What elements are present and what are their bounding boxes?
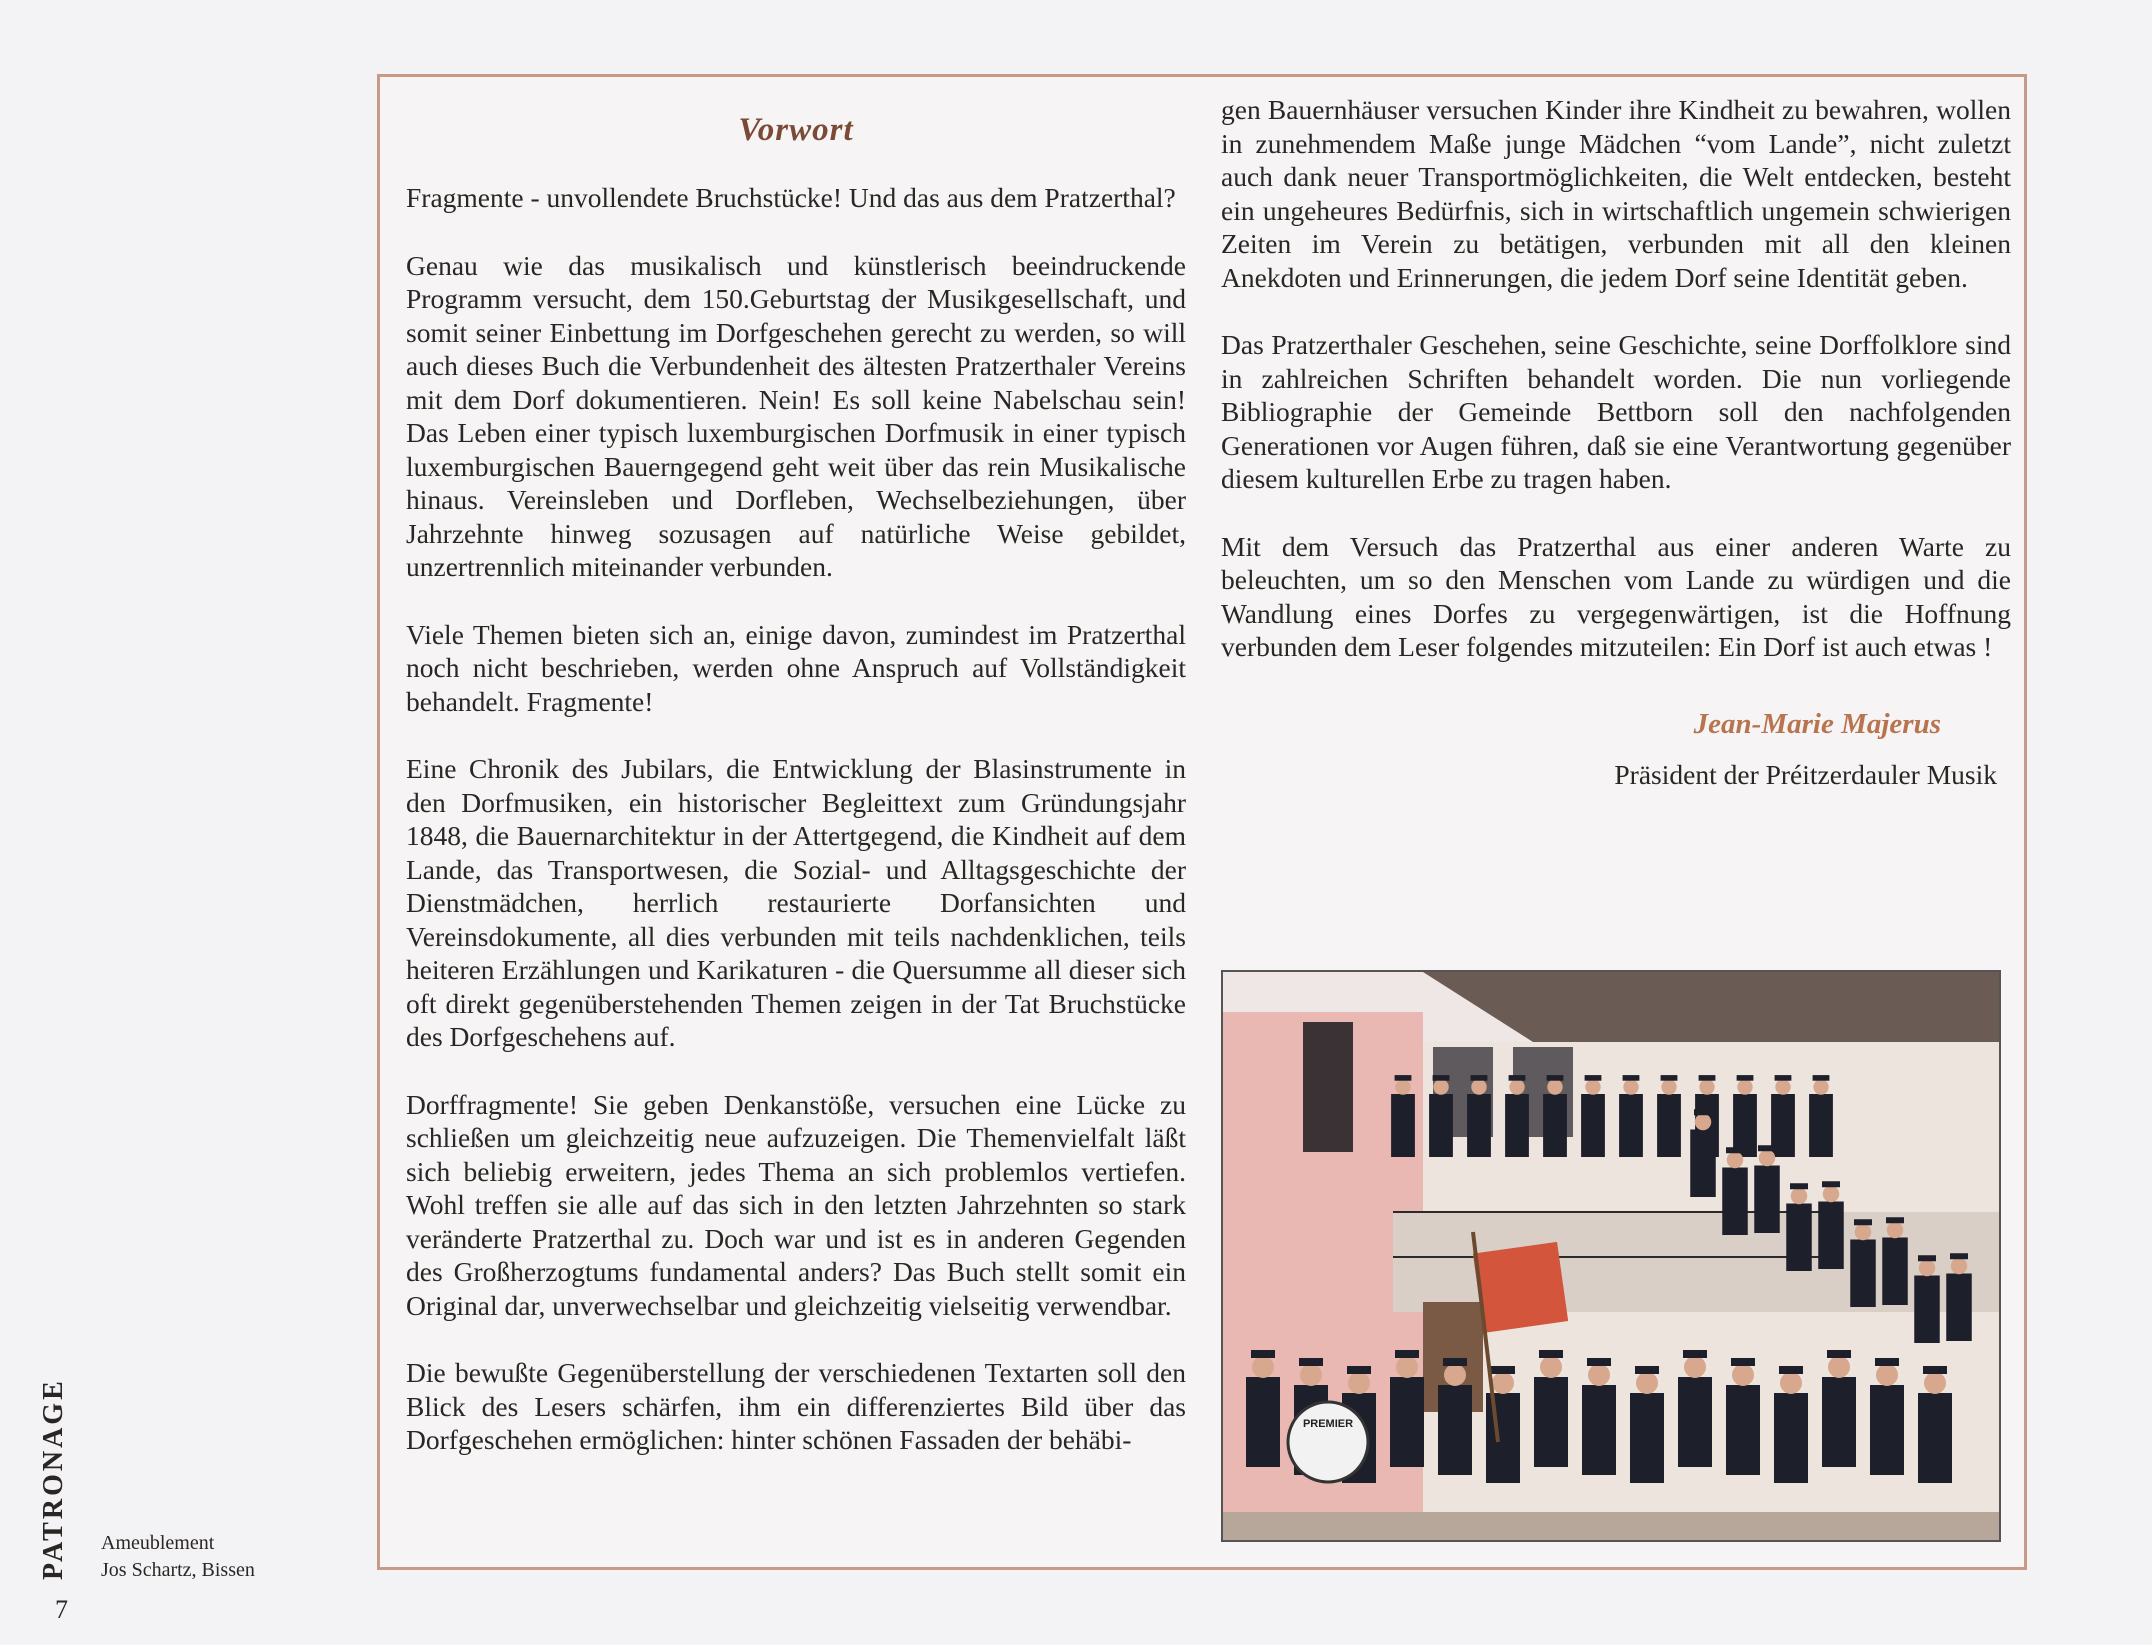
paragraph: gen Bauernhäuser versuchen Kinder ihre Kindheit zu bewahren, wollen in zunehmendem Maße junge Mädchen “vom Lande”, nicht zuletzt auch dank neuer Transportmöglichkeiten, die Welt entdecken, besteht ein ungeheures Bedürfnis, sich in wirtschaftlich ungemein schwierigen Zeiten im Verein zu betätigen, verbunden mit all den kleinen Anekdoten und Erinnerungen, die jedem Dorf seine Identität geben.: [1221, 94, 2011, 293]
sponsor-line: Jos Schartz, Bissen: [101, 1559, 255, 1581]
photo-bass-drum: [1288, 1402, 1368, 1482]
photo-window: [1303, 1022, 1353, 1152]
paragraph: Viele Themen bieten sich an, einige davon, zumindest im Pratzerthal noch nicht beschrieben, werden ohne Anspruch auf Vollständigkeit behandelt. Fragmente!: [406, 618, 1186, 717]
signature-role: Präsident der Préitzerdauler Musik: [1614, 758, 1997, 790]
paragraph: Eine Chronik des Jubilars, die Entwicklung der Blasinstrumente in den Dorfmusiken, ein historischer Begleittext zum Gründungsjahr 1848, die Bauernarchitektur in der Attertgegend, die Kindheit auf dem Lande, das Transportwesen, die Sozial- und Alltagsgeschichte der Dienstmädchen, herrlich restaurierte Dorfansichten und Vereinsdokumente, all dies verbunden mit teils nachdenklichen, teils heiteren Erzählungen und Karikaturen - die Quersumme all dieser sich oft direkt gegenüberstehenden Themen zeigen in der Tat Bruchstücke des Dorfgeschehens auf.: [406, 753, 1186, 1052]
signature-name: Jean-Marie Majerus: [1693, 707, 1941, 740]
band-photo: [1221, 970, 2001, 1542]
sponsor-credit: [101, 1530, 255, 1584]
right-column: [1221, 93, 2011, 791]
paragraph: Mit dem Versuch das Pratzerthal aus einer anderen Warte zu beleuchten, um so den Menschen vom Lande zu würdigen und die Wandlung eines Dorfes zu vergegenwärtigen, ist die Hoffnung verbunden dem Leser folgendes mitzuteilen: Ein Dorf ist auch etwas !: [1221, 530, 2011, 662]
left-column: [406, 97, 1186, 1491]
paragraph: Genau wie das musikalisch und künstlerisch beeindruckende Programm versucht, dem 150.Geburtstag der Musikgesellschaft, und somit seiner Einbettung im Dorfgeschehen gerecht zu werden, so will auch dieses Buch die Verbundenheit des ältesten Pratzerthaler Vereins mit dem Dorf dokumentieren. Nein! Es soll keine Nabelschau sein! Das Leben einer typisch luxemburgischen Dorfmusik in einer typisch luxemburgischen Bauerngegend geht weit über das rein Musikalische hinaus. Vereinsleben und Dorfleben, Wechselbeziehungen, über Jahrzehnte hinweg sozusagen auf natürliche Weise gebildet, unzertrennlich miteinander verbunden.: [406, 249, 1186, 582]
page-number: 7: [55, 1595, 68, 1624]
patronage-label: PATRONAGE: [38, 1378, 69, 1580]
photo-flag: [1473, 1242, 1568, 1333]
paragraph: Dorffragmente! Sie geben Denkanstöße, versuchen eine Lücke zu schließen um gleichzeitig neue aufzuzeigen. Die Themenvielfalt läßt sich beliebig erweitern, jedes Thema an sich problemlos vertiefen. Wohl treffen sie alle auf das sich in den letzten Jahrzehnten so stark veränderte Pratzerthal zu. Doch war und ist es in anderen Gegenden des Großherzogtums fundamental anders? Das Buch stellt somit ein Original dar, unverwechselbar und gleichzeitig vielseitig verwendbar.: [406, 1088, 1186, 1321]
band-photo-image: [1223, 972, 1999, 1540]
photo-drum-label: PREMIER: [1302, 1418, 1354, 1430]
sponsor-line: Ameublement: [101, 1532, 215, 1554]
article-frame: [377, 74, 2027, 1570]
paragraph: Das Pratzerthaler Geschehen, seine Geschichte, seine Dorffolklore sind in zahlreichen Schriften behandelt worden. Die nun vorliegende Bibliographie der Gemeinde Bettborn soll den nachfolgenden Generationen vor Augen führen, daß sie eine Verantwortung gegenüber diesem kulturellen Erbe zu tragen haben.: [1221, 329, 2011, 494]
paragraph: Die bewußte Gegenüberstellung der verschiedenen Textarten soll den Blick des Lesers schärfen, ihm ein differenziertes Bild über das Dorfgeschehen ermöglichen: hinter schönen Fassaden der behäbi-: [406, 1357, 1186, 1455]
photo-ground: [1223, 1512, 1999, 1540]
article-title: Vorwort: [738, 112, 854, 148]
paragraph: Fragmente - unvollendete Bruchstücke! Und das aus dem Pratzerthal?: [406, 182, 1176, 213]
